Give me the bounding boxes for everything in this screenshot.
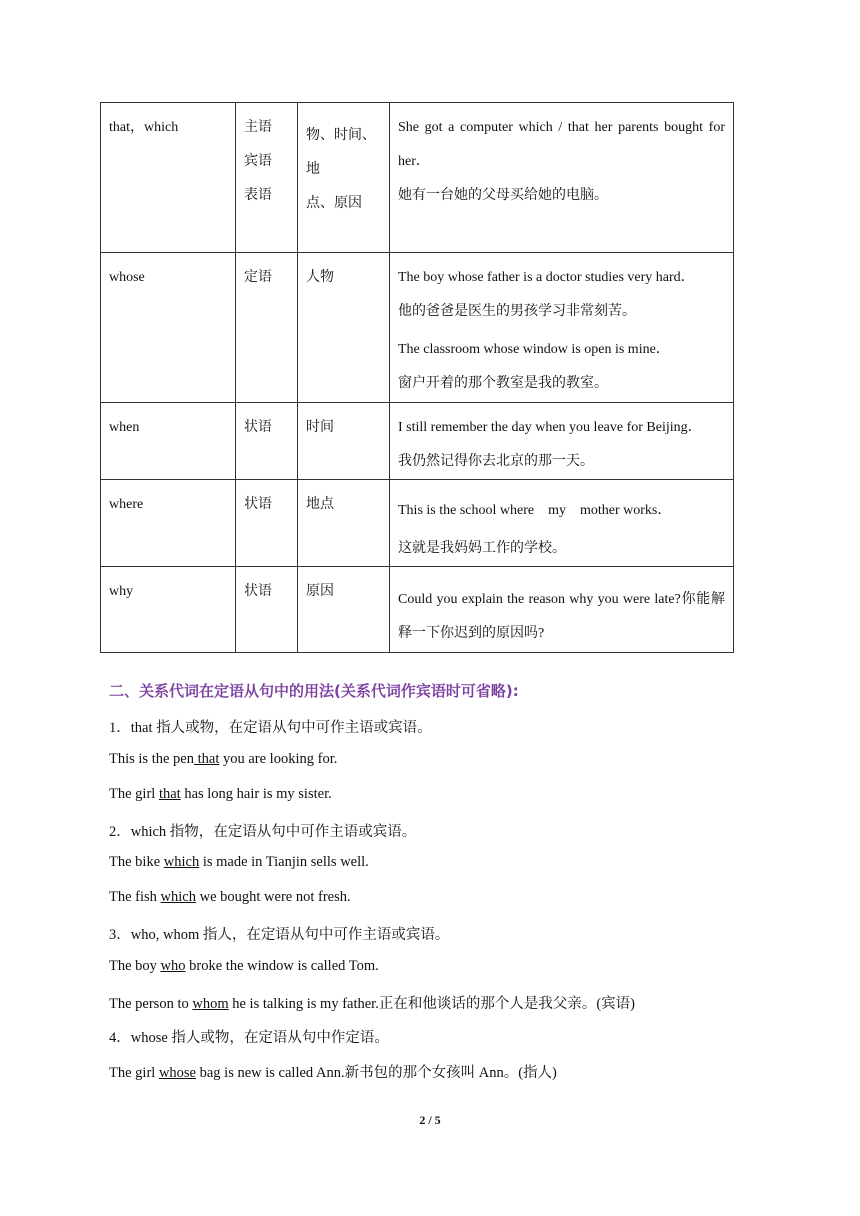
reference-cell: 物、时间、 地 点、原因 — [298, 103, 390, 253]
example-cell: Could you explain the reason why you were late?你能解释一下你迟到的原因吗? — [390, 567, 734, 653]
relative-word: that — [193, 751, 220, 767]
example-sentence: The boy who broke the window is called Tom. — [109, 958, 379, 974]
relative-word: who — [160, 958, 186, 974]
relative-word: which — [163, 854, 200, 870]
example-sentence: The bike which is made in Tianjin sells well. — [109, 854, 369, 870]
relative-word: whom — [192, 996, 229, 1012]
table-row — [101, 103, 734, 253]
word-cell: whose — [101, 253, 236, 403]
example-sentence: The person to whom he is talking is my father.正在和他谈话的那个人是我父亲。(宾语) — [109, 996, 635, 1012]
example-sentence: The girl that has long hair is my sister. — [109, 786, 332, 802]
example-sentence: This is the pen that you are looking for. — [109, 751, 338, 767]
example-sentence: The fish which we bought were not fresh. — [109, 889, 351, 905]
reference-cell: 人物 — [298, 253, 390, 403]
usage-line: 1．that 指人或物，在定语从句中可作主语或宾语。 — [109, 720, 432, 736]
word-cell: that，which — [101, 103, 236, 253]
usage-line: 2．which 指物，在定语从句中可作主语或宾语。 — [109, 824, 417, 840]
reference-cell: 原因 — [298, 567, 390, 653]
section-heading: 二、关系代词在定语从句中的用法(关系代词作宾语时可省略): — [109, 682, 519, 700]
example-sentence: The girl whose bag is new is called Ann.新书包的那个女孩叫 Ann。(指人) — [109, 1065, 557, 1081]
word-cell: where — [101, 480, 236, 567]
reference-cell: 时间 — [298, 403, 390, 480]
function-cell: 状语 — [236, 403, 298, 480]
function-cell: 状语 — [236, 567, 298, 653]
table-row — [101, 403, 734, 480]
table-row — [101, 480, 734, 567]
example-cell: She got a computer which / that her parents bought for her． 她有一台她的父母买给她的电脑。 — [390, 103, 734, 253]
example-cell: The boy whose father is a doctor studies very hard． 他的爸爸是医生的男孩学习非常刻苦。 The classroom whose window is open is mine． 窗户开着的那个教室是我的教室。 — [390, 253, 734, 403]
relative-word: that — [158, 786, 181, 802]
reference-cell: 地点 — [298, 480, 390, 567]
usage-line: 3．who, whom 指人，在定语从句中可作主语或宾语。 — [109, 927, 450, 943]
word-cell: when — [101, 403, 236, 480]
table-row — [101, 253, 734, 403]
word-cell: why — [101, 567, 236, 653]
function-cell: 定语 — [236, 253, 298, 403]
table-row — [101, 567, 734, 653]
page-number: 2 / 5 — [419, 1113, 441, 1127]
relative-word: which — [160, 889, 196, 905]
example-cell: I still remember the day when you leave for Beijing． 我仍然记得你去北京的那一天。 — [390, 403, 734, 480]
relative-word-table — [100, 102, 734, 653]
function-cell: 状语 — [236, 480, 298, 567]
usage-line: 4．whose 指人或物，在定语从句中作定语。 — [109, 1030, 389, 1046]
relative-word: whose — [158, 1065, 196, 1081]
function-cell: 主语 宾语 表语 — [236, 103, 298, 253]
example-cell: This is the school where my mother works． 这就是我妈妈工作的学校。 — [390, 480, 734, 567]
